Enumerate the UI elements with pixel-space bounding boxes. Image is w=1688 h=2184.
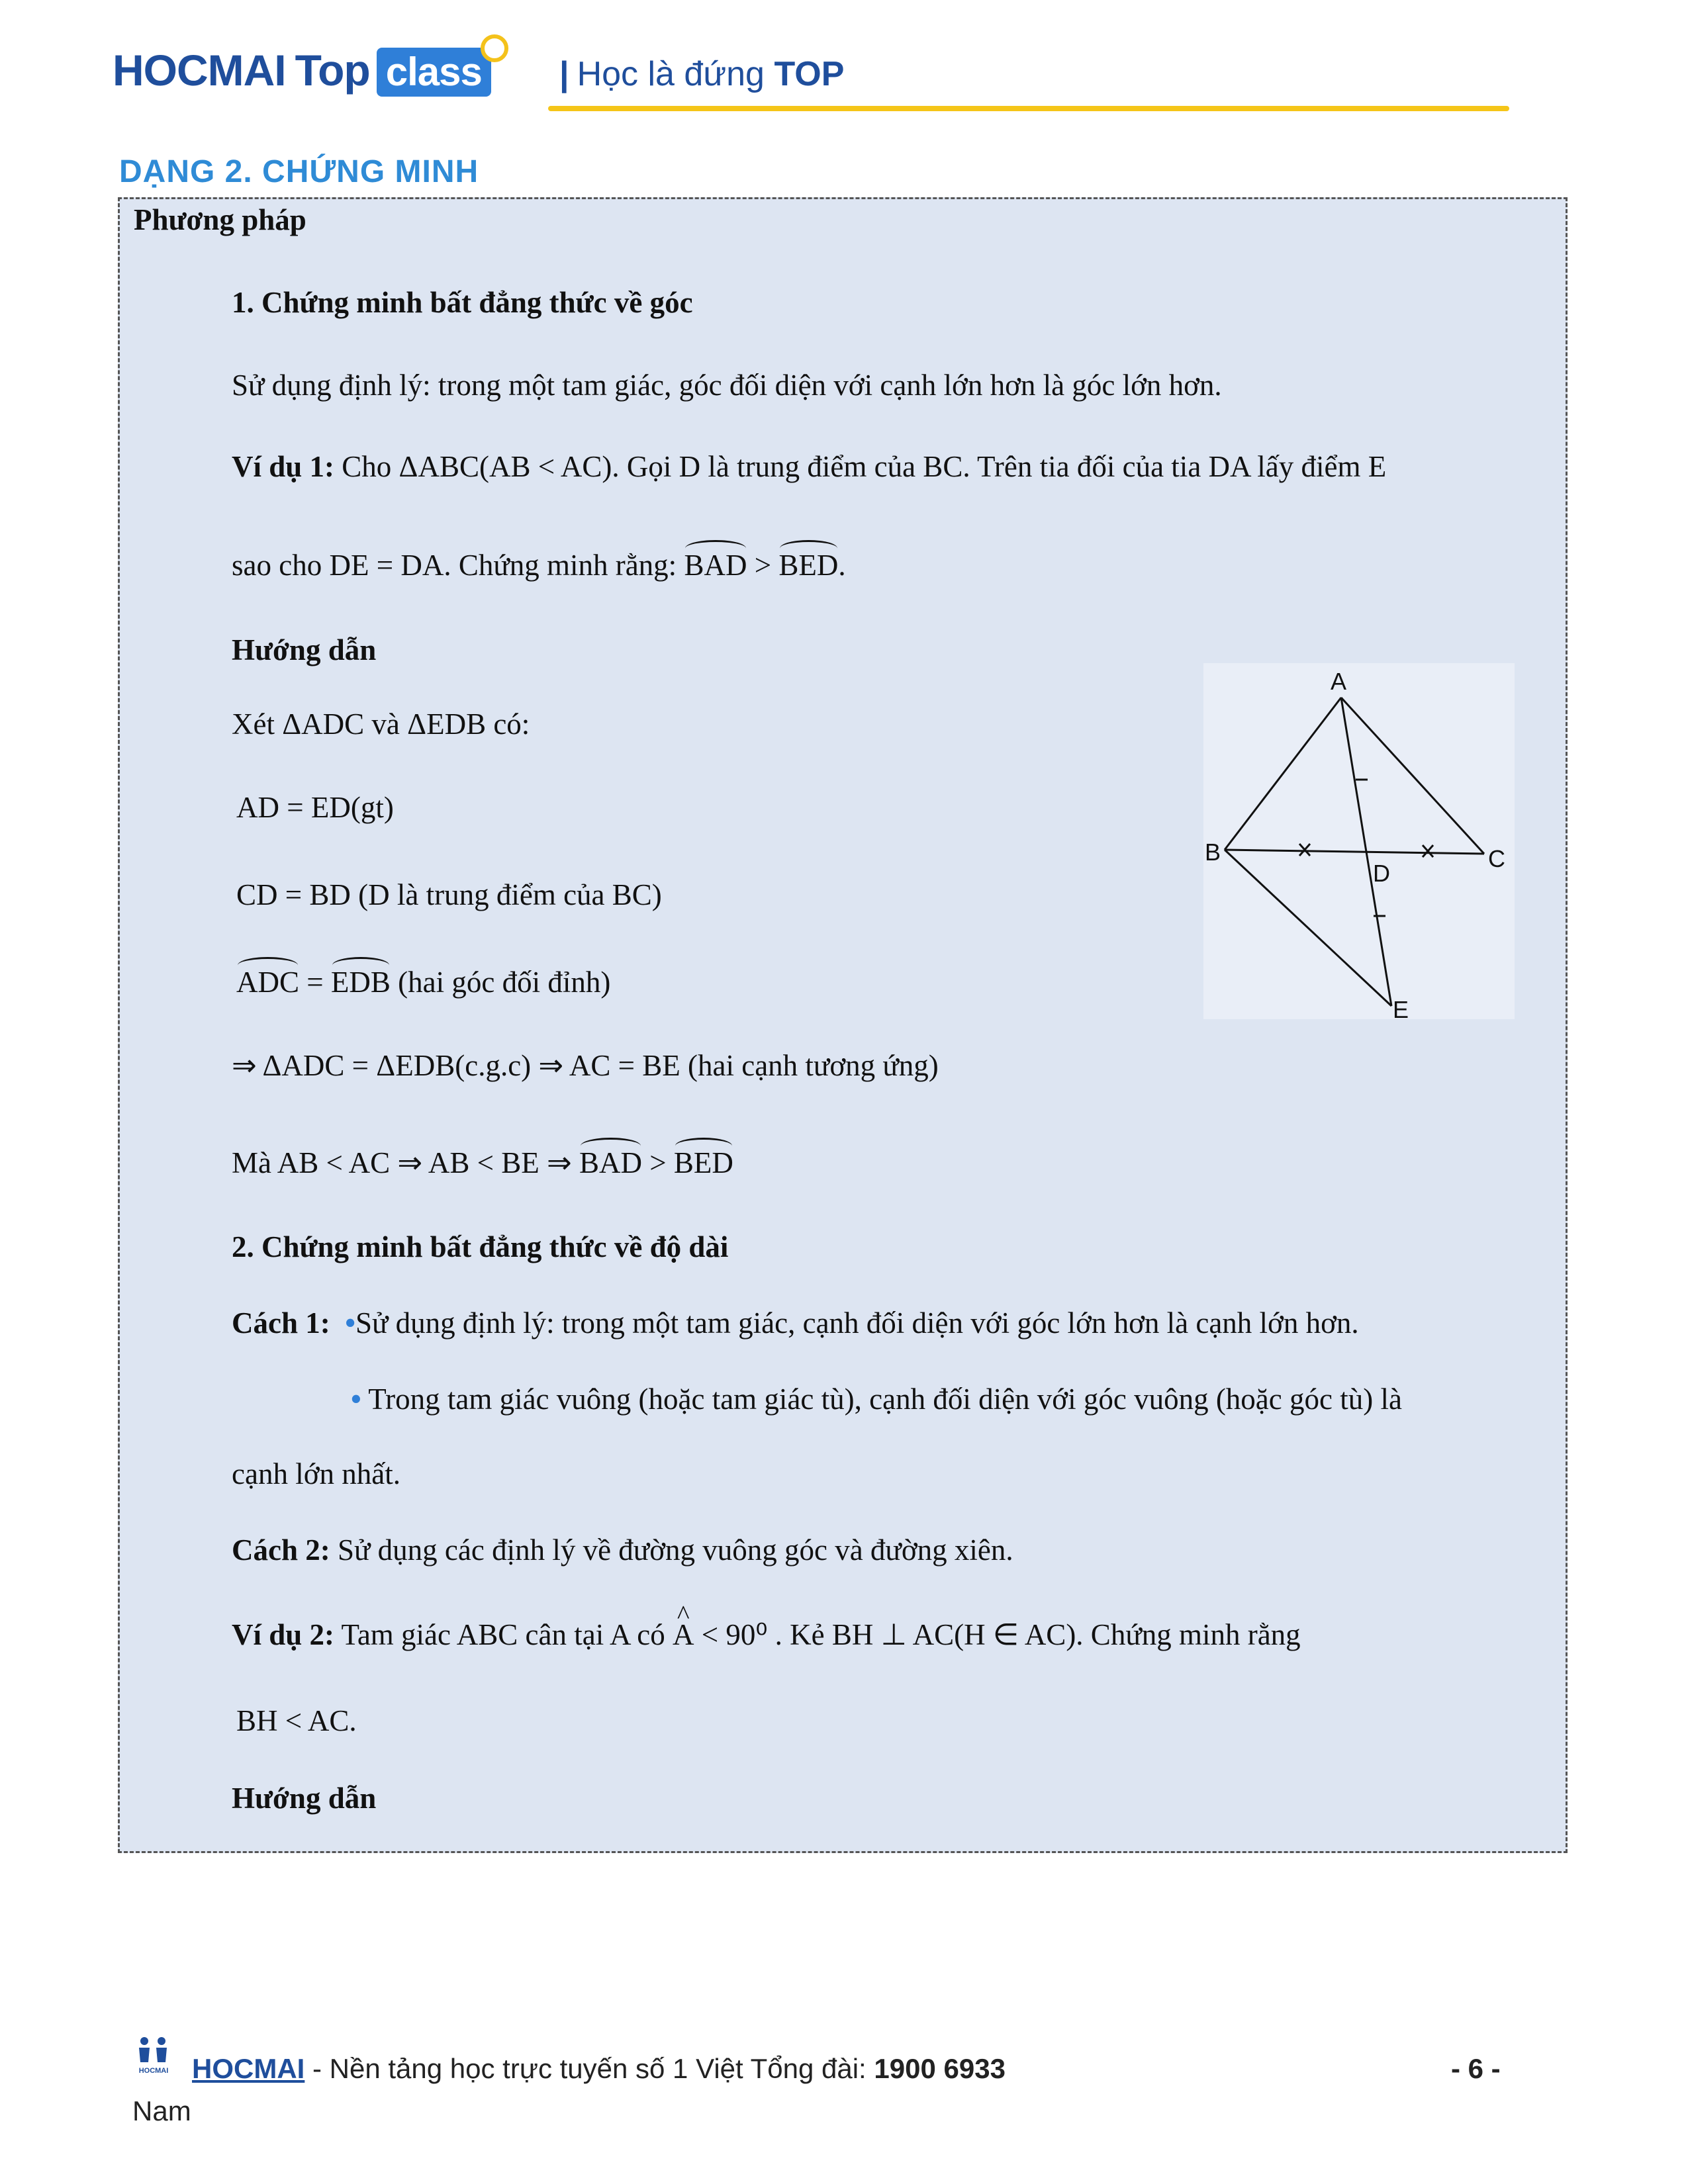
page-number-text: - 6 - [1451, 2053, 1501, 2084]
footer-line2: Nam [132, 2095, 191, 2126]
way2-text: Sử dụng các định lý về đường vuông góc và đường xiên. [330, 1533, 1013, 1567]
hocmai-topclass-logo [113, 45, 491, 97]
solution-line2: AD = ED(gt) [236, 791, 394, 824]
label-e: E [1393, 996, 1409, 1019]
logo-person-head-1 [140, 2037, 148, 2045]
way1b-line [351, 1385, 1402, 1414]
footer-text: - Nền tảng học trực tuyến số 1 Việt [305, 2053, 751, 2084]
segment-bc [1225, 850, 1484, 854]
angle-bed: BED [778, 549, 839, 582]
solution-line6-prefix: Mà AB < AC ⇒ AB < BE ⇒ [232, 1146, 579, 1179]
example1-text: Cho ΔABC(AB < AC). Gọi D là trung điểm của BC. Trên tia đối của tia DA lấy điểm E [342, 450, 1387, 483]
header-slogan [559, 54, 844, 94]
footer-hotline: 1900 6933 [874, 2053, 1006, 2084]
logo-person-body-1 [139, 2048, 150, 2062]
part2-heading: 2. Chứng minh bất đẳng thức về độ dài [232, 1230, 729, 1263]
triangle-diagram [1203, 663, 1515, 1019]
way2-line [232, 1535, 1013, 1565]
slogan-text: Học là đứng [577, 55, 765, 93]
footer-line [192, 2053, 1006, 2085]
example1-line2-prefix: sao cho DE = DA. Chứng minh rằng: [232, 549, 684, 582]
gt-sign: > [747, 549, 779, 582]
example1-label: Ví dụ 1: [232, 450, 335, 483]
bullet-icon: • [345, 1306, 355, 1340]
angle-adc: ADC [236, 966, 300, 999]
guide2-heading: Hướng dẫn [232, 1782, 377, 1815]
way2-label: Cách 2: [232, 1533, 330, 1567]
logo-class-text: class [385, 50, 482, 94]
solution-line4 [236, 968, 610, 997]
way1-label: Cách 1: [232, 1306, 330, 1340]
example1-line1 [232, 452, 1386, 482]
footer-icon-text: HOCMAI [138, 2067, 169, 2075]
segment-be [1225, 850, 1391, 1006]
label-a: A [1331, 668, 1347, 695]
label-d: D [1373, 860, 1390, 887]
logo-top: Top [295, 46, 370, 95]
footer-hotline-label: Tổng đài: [750, 2053, 874, 2084]
footer-brand-link[interactable]: HOCMAI [192, 2053, 305, 2084]
slogan-bold: TOP [774, 55, 845, 93]
part1-theorem: Sử dụng định lý: trong một tam giác, góc đối diện với cạnh lớn hơn là góc lớn hơn. [232, 369, 1222, 402]
triangle-figure [1203, 663, 1515, 1019]
section-title: DẠNG 2. CHỨNG MINH [119, 154, 479, 189]
label-c: C [1488, 845, 1505, 872]
logo-class-badge [377, 48, 491, 97]
angle-bed-2: BED [673, 1146, 733, 1179]
logo-main: HOCMAI [113, 46, 286, 95]
angle-edb: EDB [330, 966, 391, 999]
method-heading: Phương pháp [134, 203, 306, 236]
solution-line4-rest: (hai góc đối đỉnh) [390, 966, 611, 999]
solution-line5: ⇒ ΔADC = ΔEDB(c.g.c) ⇒ AC = BE (hai cạnh tương ứng) [232, 1049, 939, 1082]
solution-line3: CD = BD (D là trung điểm của BC) [236, 878, 662, 911]
segment-ab [1225, 698, 1341, 850]
way1-text: Sử dụng định lý: trong một tam giác, cạnh đối diện với góc lớn hơn là cạnh lớn hơn. [355, 1306, 1359, 1340]
way1b-text: Trong tam giác vuông (hoặc tam giác tù), cạnh đối diện với góc vuông (hoặc góc tù) là [361, 1383, 1402, 1416]
example2-line2: BH < AC. [236, 1704, 357, 1737]
slogan-divider: | [559, 55, 569, 93]
label-b: B [1205, 839, 1221, 866]
angle-a: ^ A [673, 1620, 694, 1650]
example2-label: Ví dụ 2: [232, 1618, 335, 1651]
content-box [118, 197, 1568, 1853]
angle-bad: BAD [684, 549, 747, 582]
gt-sign-2: > [642, 1146, 674, 1179]
way1b-continued: cạnh lớn nhất. [232, 1457, 400, 1490]
example1-line2 [232, 551, 846, 580]
way1-line [232, 1308, 1359, 1338]
page-number [1451, 2053, 1501, 2085]
example2-rest: < 90⁰ . Kẻ BH ⊥ AC(H ∈ AC). Chứng minh rằng [694, 1618, 1301, 1651]
eq-sign: = [299, 966, 331, 999]
period: . [838, 549, 846, 582]
logo-person-body-2 [156, 2048, 167, 2062]
solution-line6 [232, 1148, 733, 1178]
solution-line1: Xét ΔADC và ΔEDB có: [232, 707, 530, 741]
example2-prefix: Tam giác ABC cân tại A có [334, 1618, 673, 1651]
logo-person-head-2 [158, 2037, 165, 2045]
hocmai-footer-logo [132, 2036, 175, 2075]
sun-icon [481, 34, 508, 62]
angle-bad-2: BAD [579, 1146, 643, 1179]
guide-heading: Hướng dẫn [232, 633, 377, 666]
part1-heading: 1. Chứng minh bất đẳng thức về góc [232, 286, 693, 319]
example2-line1 [232, 1620, 1301, 1650]
header-underline [548, 106, 1509, 111]
bullet-icon-2: • [351, 1383, 361, 1416]
